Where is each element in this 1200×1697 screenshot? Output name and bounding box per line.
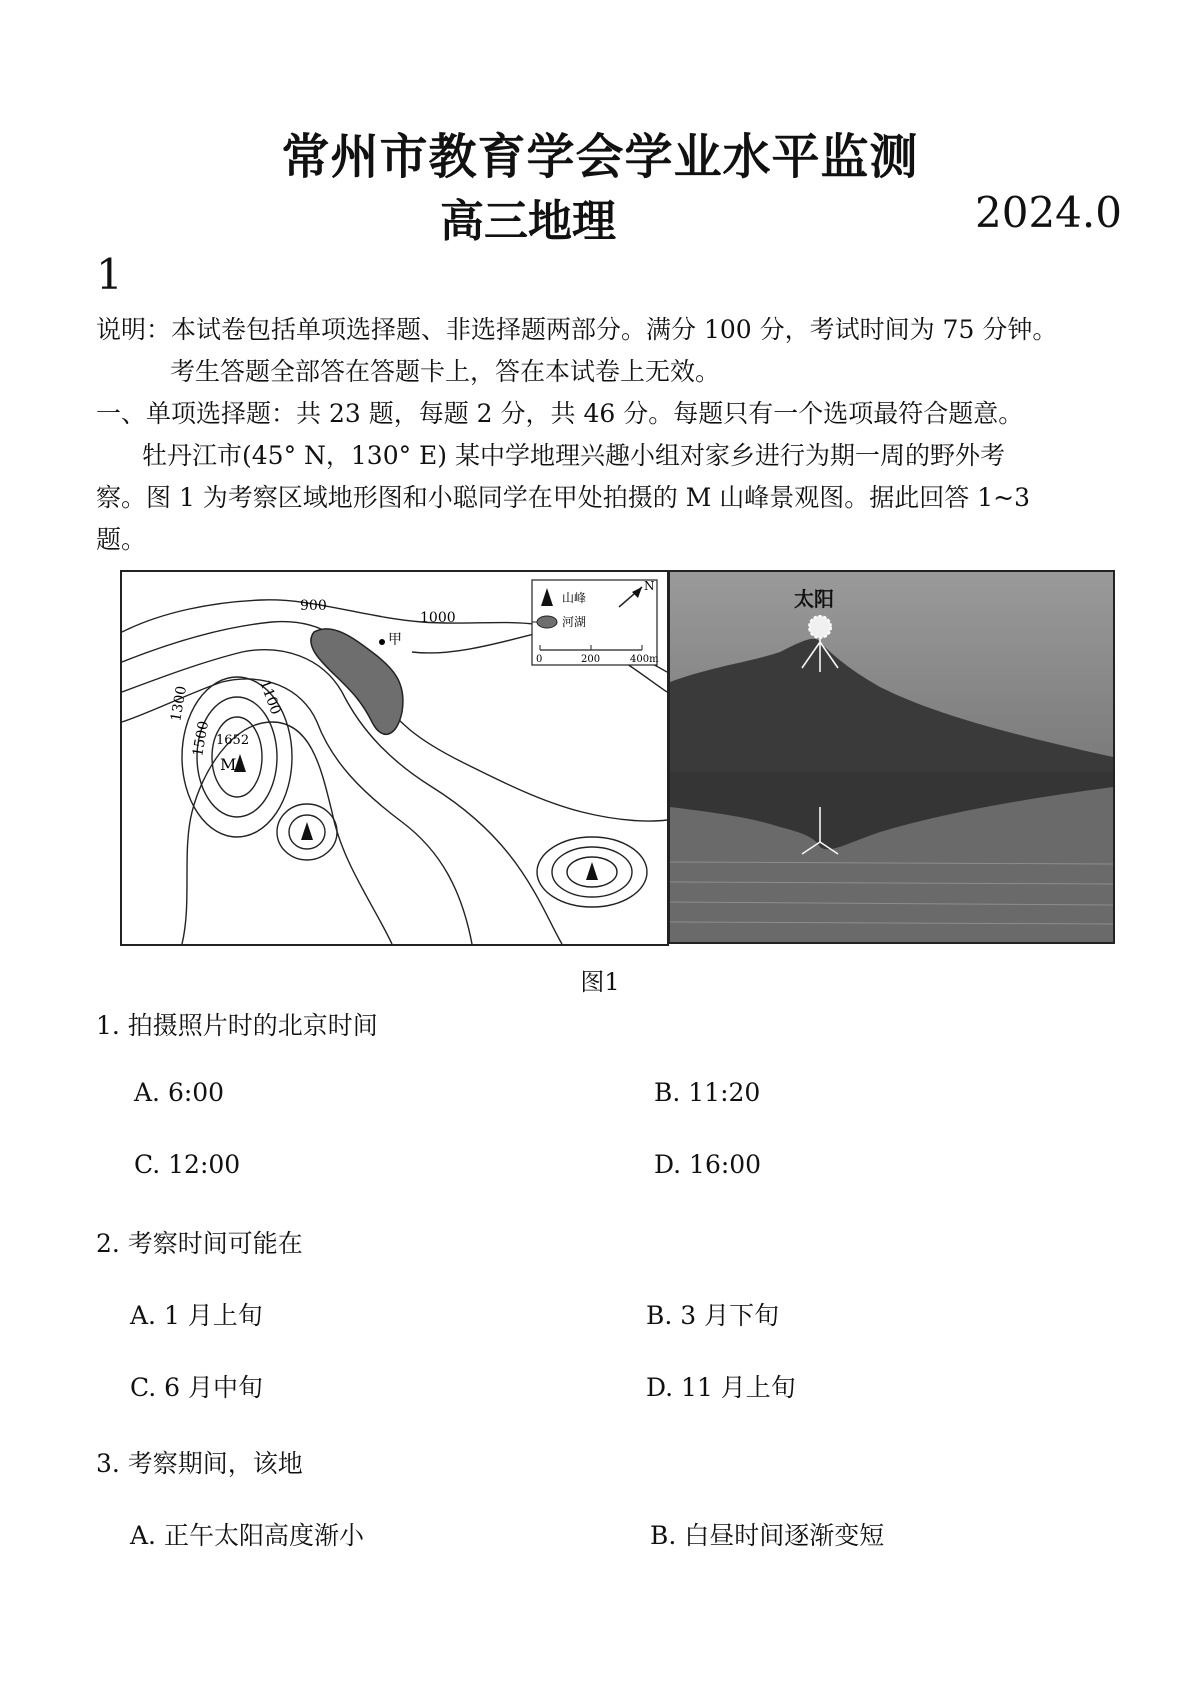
peak-east-icon (586, 862, 598, 880)
question-2-option-b[interactable]: B. 3 月下旬 (646, 1301, 780, 1330)
question-2-option-d[interactable]: D. 11 月上旬 (646, 1373, 796, 1402)
question-3-stem: 3. 考察期间，该地 (96, 1449, 303, 1478)
scale-0: 0 (536, 654, 543, 665)
section-heading: 一、单项选择题：共 23 题，每题 2 分，共 46 分。每题只有一个选项最符合题意。 (96, 399, 1024, 428)
question-2-stem: 2. 考察时间可能在 (96, 1229, 303, 1258)
exam-title: 常州市教育学会学业水平监测 (281, 129, 919, 185)
contour-label-1500: 1500 (190, 719, 213, 758)
question-1-option-a[interactable]: A. 6:00 (134, 1078, 225, 1107)
question-1-option-b[interactable]: B. 11:20 (654, 1078, 761, 1107)
question-1-option-d[interactable]: D. 16:00 (654, 1150, 762, 1179)
contour-map-svg (122, 572, 667, 944)
legend-lake-icon (537, 616, 557, 628)
exam-subject: 高三地理 (440, 196, 616, 247)
contour-label-1100: 1100 (256, 677, 284, 717)
question-1-option-c[interactable]: C. 12:00 (134, 1150, 241, 1179)
mountain-photo-svg (670, 572, 1113, 942)
instructions-line-2: 考生答题全部答在答题卡上，答在本试卷上无效。 (170, 357, 721, 386)
mountain-photo (668, 570, 1115, 944)
point-jia-marker (379, 639, 385, 645)
topographic-map (120, 570, 669, 946)
peak-center-icon (301, 822, 313, 840)
intro-line-3: 题。 (96, 525, 147, 554)
peak-m-label: M (220, 755, 237, 774)
figure-caption: 图1 (580, 968, 620, 996)
scale-400m: 400m (630, 654, 659, 665)
question-2-option-c[interactable]: C. 6 月中旬 (130, 1373, 263, 1402)
point-jia-label: 甲 (388, 632, 402, 648)
legend-lake-label: 河湖 (562, 615, 587, 629)
question-2-option-a[interactable]: A. 1 月上旬 (130, 1301, 263, 1330)
question-3-option-b[interactable]: B. 白昼时间逐渐变短 (650, 1521, 885, 1550)
exam-date: 2024.0 (975, 188, 1122, 237)
contour-label-1300: 1300 (168, 684, 191, 723)
peak-elevation-label: 1652 (216, 733, 250, 748)
legend-peak-label: 山峰 (562, 591, 587, 605)
north-label: N (644, 579, 655, 593)
intro-line-1: 牡丹江市(45° N，130° E) 某中学地理兴趣小组对家乡进行为期一周的野外考 (142, 441, 1006, 470)
contour-label-1000: 1000 (420, 610, 456, 626)
intro-line-2: 察。图 1 为考察区域地形图和小聪同学在甲处拍摄的 M 山峰景观图。据此回答 1~3 (96, 483, 1030, 512)
contour-label-900: 900 (300, 598, 327, 614)
sun-icon (809, 616, 831, 638)
scale-200: 200 (581, 654, 601, 665)
sun-label: 太阳 (794, 587, 834, 611)
question-3-option-a[interactable]: A. 正午太阳高度渐小 (130, 1521, 364, 1550)
question-1-stem: 1. 拍摄照片时的北京时间 (96, 1011, 378, 1040)
instructions-line-1: 说明：本试卷包括单项选择题、非选择题两部分。满分 100 分，考试时间为 75 分钟。 (96, 315, 1058, 344)
exam-date-wrap: 1 (96, 250, 123, 299)
